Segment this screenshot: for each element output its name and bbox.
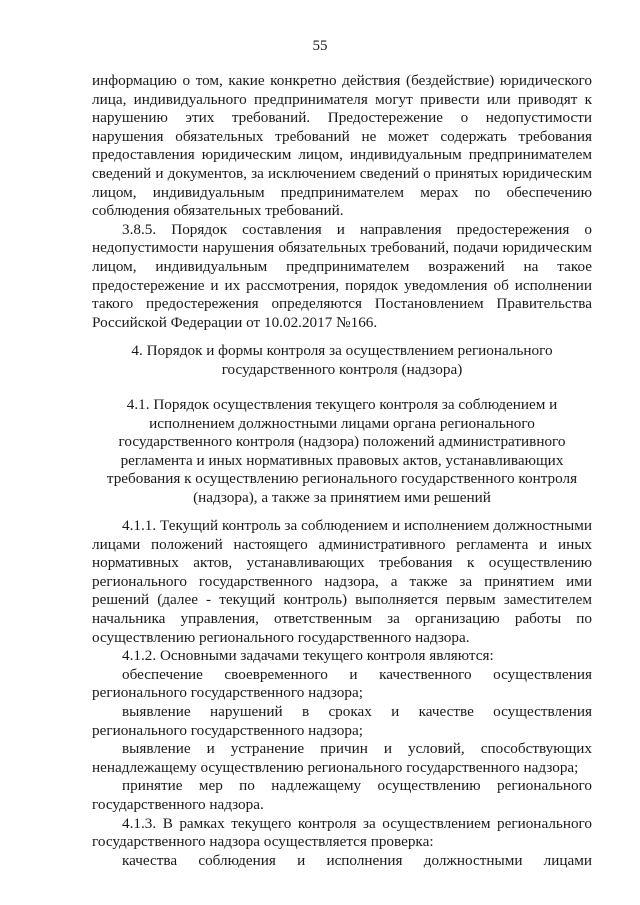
task-item-4: принятие мер по надлежащему осуществлению регионального государственного надзора. <box>92 777 592 813</box>
block-top <box>92 72 592 332</box>
task-item-3: выявление и устранение причин и условий, способствующих ненадлежащему осуществлению регионального государственного надзора; <box>92 740 592 776</box>
paragraph-continuation: информацию о том, какие конкретно действия (бездействие) юридического лица, индивидуального предпринимателя могут привести или приводят к нарушению этих требований. Предостережение о недопустимости нарушения обязательных требований не может содержать требования предоставления юридическим лицом, индивидуальным предпринимателем сведений и документов, за исключением сведений о принятых юридическим лицом, индивидуальным предпринимателем мерах по обеспечению соблюдения обязательных требований. <box>92 72 592 220</box>
paragraph-4-1-3: 4.1.3. В рамках текущего контроля за осуществлением регионального государственного надзора осуществляется проверка: <box>92 814 592 851</box>
block-heading-4 <box>92 342 592 379</box>
section-4-heading: 4. Порядок и формы контроля за осуществлением регионального государственного контроля (надзора) <box>131 342 553 378</box>
subsection-4-1-heading: 4.1. Порядок осуществления текущего контроля за соблюдением и исполнением должностными лицами органа регионального государственного контроля (надзора) положений административного регламента и иных нормативных правовых актов, устанавливающих требования к осуществлению регионального государственного контроля (надзора), а также за принятием ими решений <box>106 396 578 506</box>
paragraph-4-1-2: 4.1.2. Основными задачами текущего контроля являются: <box>122 647 494 665</box>
check-item-1: качества соблюдения и исполнения должностными лицами <box>122 851 592 869</box>
block-body <box>92 517 592 870</box>
paragraph-4-1-1: 4.1.1. Текущий контроль за соблюдением и исполнением должностными лицами положений настоящего административного регламента и иных нормативных актов, устанавливающих требования к осуществлению регионального государственного надзора, а также за принятием ими решений (далее - текущий контроль) выполняется первым заместителем начальника управления, ответственным за организацию работы по осуществлению регионального государственного надзора. <box>92 517 592 646</box>
block-heading-4-1 <box>92 396 592 508</box>
paragraph-3-8-5: 3.8.5. Порядок составления и направления предостережения о недопустимости нарушения обязательных требований, подачи юридическим лицом, индивидуальным предпринимателем возражений на такое предостережение и их рассмотрения, порядок уведомления об исполнении такого предостережения определяются Постановлением Правительства Российской Федерации от 10.02.2017 №166. <box>92 220 592 331</box>
page-number: 55 <box>312 38 328 54</box>
task-item-1: обеспечение своевременного и качественного осуществления регионального государственного надзора; <box>92 665 592 702</box>
task-item-2: выявление нарушений в сроках и качестве осуществления регионального государственного надзора; <box>92 702 592 739</box>
